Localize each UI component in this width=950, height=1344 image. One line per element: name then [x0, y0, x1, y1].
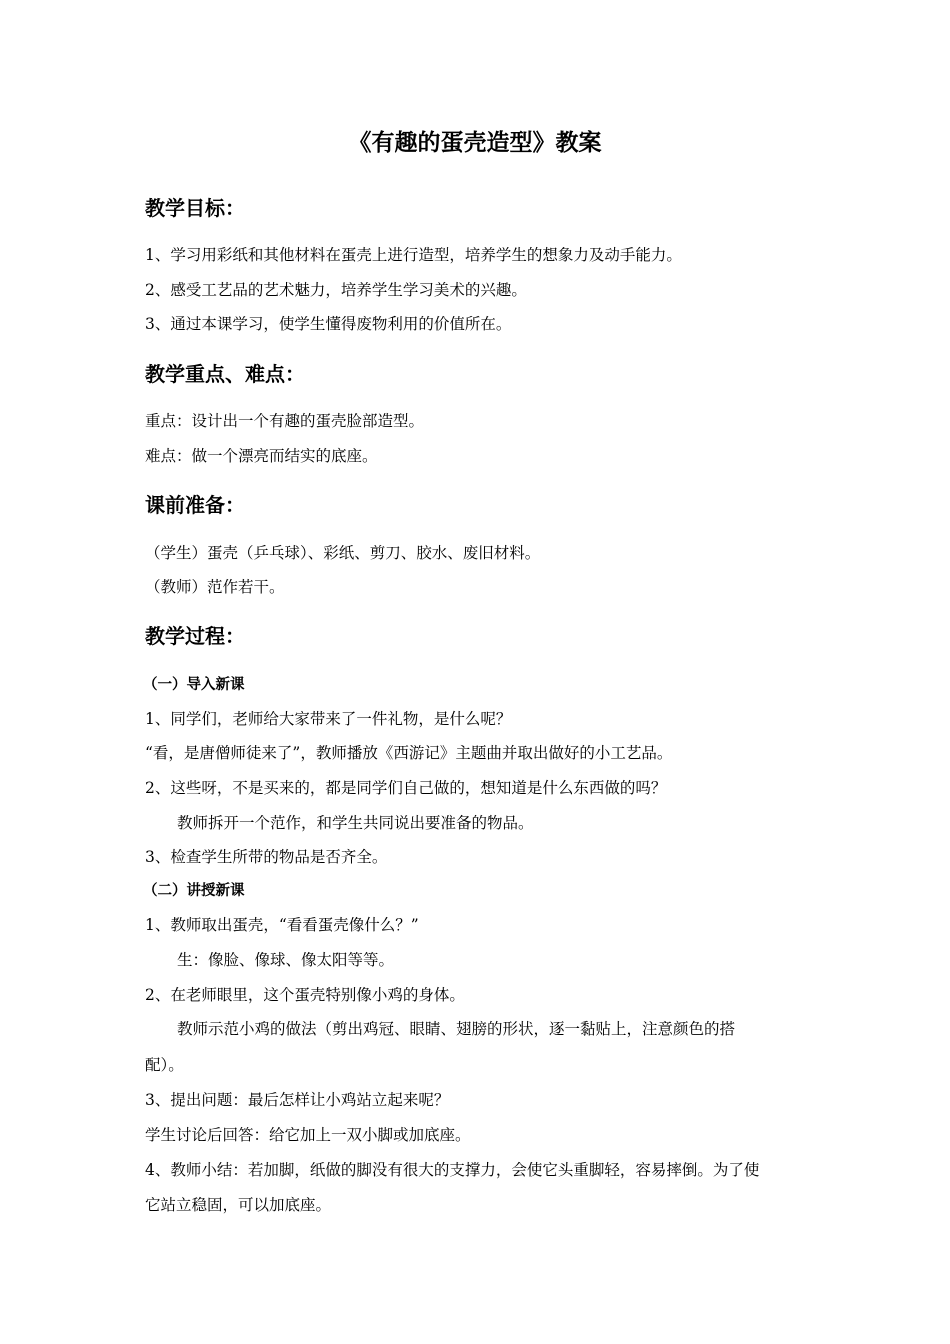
preparation-item: （教师）范作若干。 [145, 578, 285, 596]
process-line: 配）。 [145, 1056, 184, 1074]
process-line: 4、教师小结：若加脚，纸做的脚没有很大的支撑力，会使它头重脚轻，容易摔倒。为了使 [145, 1161, 760, 1179]
key-points-heading: 教学重点、难点： [145, 362, 305, 386]
process-line: 教师拆开一个范作，和学生共同说出要准备的物品。 [177, 814, 534, 832]
process-heading: 教学过程： [145, 624, 245, 648]
objective-item: 3、通过本课学习，使学生懂得废物利用的价值所在。 [145, 315, 512, 333]
process-line: 2、在老师眼里，这个蛋壳特别像小鸡的身体。 [145, 986, 465, 1004]
preparation-item: （学生）蛋壳（乒乓球）、彩纸、剪刀、胶水、废旧材料。 [145, 544, 541, 562]
key-point-item: 重点：设计出一个有趣的蛋壳脸部造型。 [145, 412, 425, 430]
process-line: “看，是唐僧师徒来了”，教师播放《西游记》主题曲并取出做好的小工艺品。 [145, 744, 673, 762]
process-line: 3、检查学生所带的物品是否齐全。 [145, 848, 388, 866]
process-line: 学生讨论后回答：给它加上一双小脚或加底座。 [145, 1126, 471, 1144]
process-line: 2、这些呀，不是买来的，都是同学们自己做的，想知道是什么东西做的吗？ [145, 779, 667, 797]
part2-heading: （二）讲授新课 [143, 883, 245, 899]
key-point-item: 难点：做一个漂亮而结实的底座。 [145, 447, 378, 465]
objective-item: 2、感受工艺品的艺术魅力，培养学生学习美术的兴趣。 [145, 281, 527, 299]
preparation-heading: 课前准备： [145, 493, 245, 517]
process-line: 它站立稳固，可以加底座。 [145, 1196, 332, 1214]
objectives-heading: 教学目标： [145, 196, 245, 220]
process-line: 生：像脸、像球、像太阳等等。 [177, 951, 395, 969]
objective-item: 1、学习用彩纸和其他材料在蛋壳上进行造型，培养学生的想象力及动手能力。 [145, 246, 682, 264]
document-title: 《有趣的蛋壳造型》教案 [348, 130, 602, 156]
process-line: 1、教师取出蛋壳，“看看蛋壳像什么？” [145, 916, 419, 934]
process-line: 3、提出问题：最后怎样让小鸡站立起来呢？ [145, 1091, 450, 1109]
process-line: 1、同学们，老师给大家带来了一件礼物，是什么呢？ [145, 710, 512, 728]
process-line: 教师示范小鸡的做法（剪出鸡冠、眼睛、翅膀的形状，逐一黏贴上，注意颜色的搭 [177, 1020, 736, 1038]
part1-heading: （一）导入新课 [143, 677, 245, 693]
